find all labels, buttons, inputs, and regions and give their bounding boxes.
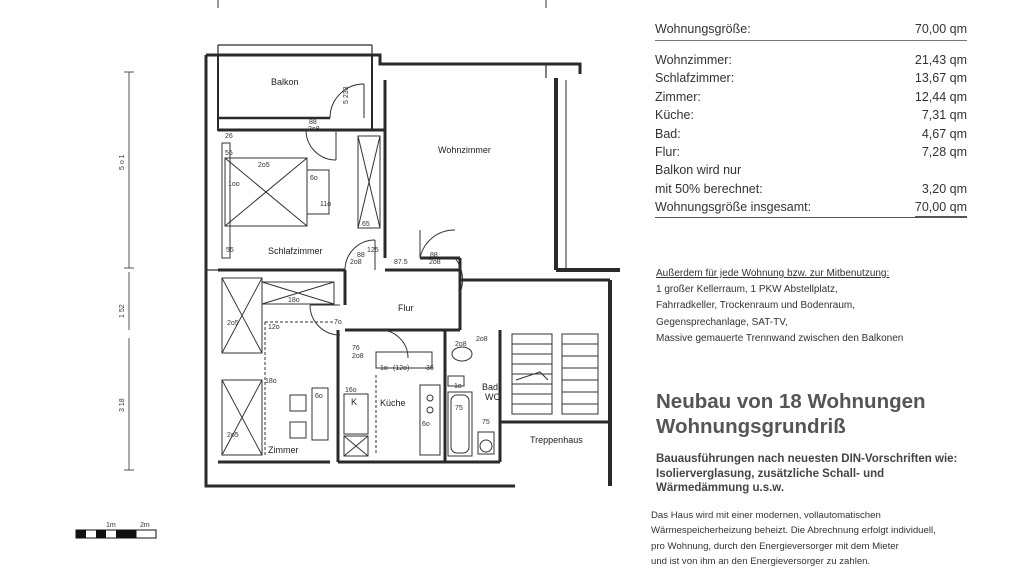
- dim-label: 16o: [345, 387, 357, 394]
- dim-label: 18o: [265, 378, 277, 385]
- headline: [656, 389, 996, 439]
- area-row: [655, 143, 967, 161]
- dim-label: 7o: [334, 319, 342, 326]
- room-label-kueche-k: K: [351, 397, 358, 407]
- dim-label: 2o8: [352, 353, 364, 360]
- dim-label: 26: [225, 133, 233, 140]
- area-row-label: mit 50% berechnet:: [655, 181, 763, 196]
- area-row-value: 7,28 qm: [921, 144, 967, 159]
- dim-label: 65: [362, 221, 370, 228]
- dim-label: 1o: [454, 383, 462, 390]
- area-total-row: [655, 198, 967, 217]
- heating-section: [651, 508, 981, 569]
- dim-label: 2o8: [476, 336, 488, 343]
- dim-label: 2o5: [227, 320, 239, 327]
- dim-label: 18o: [288, 297, 300, 304]
- dim-label: 6o: [422, 421, 430, 428]
- area-table: [655, 18, 967, 218]
- area-total-value: 70,00 qm: [915, 198, 967, 216]
- area-row-label: Wohnzimmer:: [655, 53, 732, 67]
- room-label-wohnzimmer: Wohnzimmer: [438, 145, 491, 155]
- dim-label: 36: [426, 365, 434, 372]
- outer-dim-3: 3 18: [119, 398, 126, 412]
- dim-label: 88: [357, 252, 365, 259]
- staircase: [512, 334, 598, 414]
- area-table-header: [655, 18, 967, 41]
- area-row-label: Bad:: [655, 126, 681, 141]
- dim-label: 11o: [320, 201, 332, 208]
- area-row-label: Balkon wird nur: [655, 163, 742, 178]
- area-row: [655, 69, 967, 87]
- dim-label: 55: [226, 247, 234, 254]
- dim-label: 2o8: [455, 341, 467, 348]
- area-row: [655, 180, 967, 198]
- dim-label: 6o: [315, 393, 323, 400]
- extras-section: [656, 266, 976, 347]
- room-label-bad: Bad: [482, 382, 499, 392]
- dim-label: 6o: [310, 175, 318, 182]
- scale-label-2m: 2m: [140, 522, 150, 529]
- area-row-value: 3,20 qm: [921, 181, 967, 196]
- dim-label: 88: [430, 252, 438, 259]
- outer-dim-1: 5 o 1: [119, 154, 126, 170]
- area-row-value: 4,67 qm: [921, 126, 967, 141]
- headline-line2: Wohnungsgrundriß: [656, 415, 846, 438]
- din-line: Isolierverglasung, zusätzliche Schall- und: [656, 467, 885, 480]
- dim-label: 2o8: [429, 259, 441, 266]
- room-label-kueche: Küche: [380, 398, 406, 408]
- extras-line: Gegensprechanlage, SAT-TV,: [656, 316, 788, 328]
- dim-label: 2o8: [308, 126, 320, 133]
- dim-label: 2o5: [258, 162, 270, 169]
- dim-label: 75: [482, 419, 490, 426]
- area-header-label: Wohnungsgröße:: [655, 22, 751, 36]
- dim-label: (12o): [393, 365, 410, 372]
- area-total-label: Wohnungsgröße insgesamt:: [655, 200, 812, 215]
- heating-line: Das Haus wird mit einer modernen, vollautomatischen: [651, 510, 881, 521]
- dim-label: 88: [309, 119, 317, 126]
- area-row: [655, 106, 967, 124]
- room-label-schlafzimmer: Schlafzimmer: [268, 246, 323, 256]
- scale-bar: [76, 530, 156, 538]
- dim-label: 75: [455, 405, 463, 412]
- area-header-value: 70,00 qm: [914, 22, 967, 36]
- room-label-zimmer: Zimmer: [268, 445, 299, 455]
- room-label-wc: WC: [485, 392, 500, 402]
- extras-line: Fahrradkeller, Trockenraum und Bodenraum,: [656, 300, 855, 312]
- area-row: [655, 161, 967, 179]
- heating-line: und ist von ihm an den Energieversorger zu zahlen.: [651, 555, 871, 567]
- area-row-label: Zimmer:: [655, 89, 701, 104]
- dim-label: 2o5: [227, 432, 239, 439]
- dim-label: 125: [367, 247, 379, 254]
- area-row-label: Flur:: [655, 144, 680, 159]
- room-label-balkon: Balkon: [271, 77, 299, 87]
- room-label-treppenhaus: Treppenhaus: [530, 435, 583, 445]
- heating-line: pro Wohnung, durch den Energieversorger mit dem Mieter: [651, 540, 899, 552]
- extras-heading: Außerdem für jede Wohnung bzw. zur Mitbenutzung:: [656, 268, 890, 279]
- area-row-value: 21,43 qm: [914, 53, 967, 67]
- area-row-value: 7,31 qm: [921, 108, 967, 123]
- extras-line: Massive gemauerte Trennwand zwischen den Balkonen: [656, 332, 904, 344]
- room-label-flur: Flur: [398, 303, 414, 313]
- dim-label: 1oo: [228, 181, 240, 188]
- outer-dim-2: 1 52: [119, 304, 126, 318]
- dim-label: 5 233: [343, 86, 350, 104]
- dim-label: 12o: [268, 324, 280, 331]
- dim-label: 1o: [380, 365, 388, 372]
- din-line: Wärmedämmung u.s.w.: [656, 482, 785, 494]
- interior-walls: [218, 80, 610, 462]
- area-row: [655, 51, 967, 69]
- schlafzimmer-furniture: [222, 136, 380, 258]
- dim-label: 87.5: [394, 259, 408, 266]
- din-section: [656, 452, 996, 496]
- area-row-label: Schlafzimmer:: [655, 71, 735, 86]
- area-row-value: 13,67 qm: [914, 71, 967, 86]
- extras-line: 1 großer Kellerraum, 1 PKW Abstellplatz,: [656, 284, 838, 296]
- outer-walls: [206, 45, 620, 486]
- area-row: [655, 125, 967, 143]
- dim-label: 76: [352, 345, 360, 352]
- dim-label: 55: [225, 150, 233, 157]
- area-row-value: 12,44 qm: [914, 89, 967, 104]
- area-row-label: Küche:: [655, 108, 694, 123]
- heating-line: Wärmespeicherheizung beheizt. Die Abrechnung erfolgt individuell,: [651, 525, 936, 537]
- scale-label-1m: 1m: [106, 522, 116, 529]
- din-line: Bauausführungen nach neuesten DIN-Vorschriften wie:: [656, 453, 958, 465]
- area-row: [655, 88, 967, 106]
- dim-label: 2o8: [350, 259, 362, 266]
- headline-line1: Neubau von 18 Wohnungen: [656, 390, 926, 413]
